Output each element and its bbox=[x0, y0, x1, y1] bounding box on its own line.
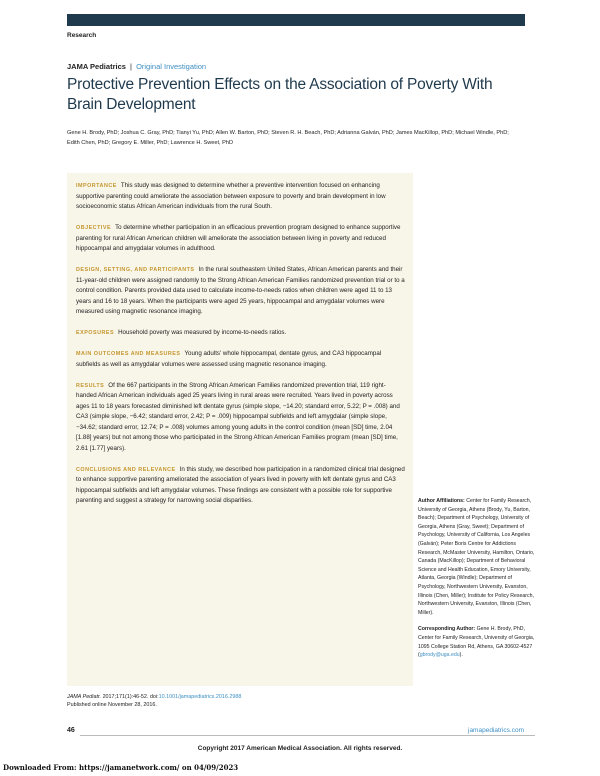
download-stamp: Downloaded From: https://jamanetwork.com/ on 04/09/2023 bbox=[3, 763, 239, 772]
affiliations-heading: Author Affiliations: bbox=[418, 498, 465, 504]
citation-block bbox=[67, 693, 407, 709]
corresponding-heading: Corresponding Author: bbox=[418, 626, 476, 633]
author-info-sidebar bbox=[418, 497, 536, 668]
abstract-results bbox=[76, 381, 405, 455]
journal-name: JAMA Pediatrics bbox=[67, 62, 126, 71]
abstract-heading: DESIGN, SETTING, AND PARTICIPANTS bbox=[76, 267, 195, 273]
abstract-text: Household poverty was measured by income-to-needs ratios. bbox=[118, 329, 287, 336]
journal-separator: | bbox=[130, 62, 132, 71]
abstract-text: Of the 667 participants in the Strong African American Families randomized prevention trial, 119 right-handed African American individuals aged 25 years living in rural areas were recruited. Years lived in poverty across ages 11 to 18 years forecasted diminished left dentate gyrus (simple slope, −14.20; standard error, 5.22; P = .008) and CA3 (simple slope, −6.42; standard error, 2.42; P = .009) hippocampal subfields and left amygdalar (simple slope, −34.62; standard error, 12.74; P = .008) volumes among young adults in the control condition (mean [SD] time, 2.04 [1.88] years) but not among those who participated in the Strong African American Families program (mean [SD] time, 2.61 [1.77] years). bbox=[76, 381, 400, 452]
abstract-text: This study was designed to determine whether a preventive intervention focused on enhancing supportive parenting could ameliorate the association between exposure to poverty and brain development in low socioeconomic status African American individuals from the rural South. bbox=[76, 182, 386, 210]
abstract-heading: OBJECTIVE bbox=[76, 225, 112, 231]
abstract-heading: EXPOSURES bbox=[76, 330, 115, 336]
journal-url-link[interactable]: jamapediatrics.com bbox=[468, 727, 524, 734]
abstract-heading: IMPORTANCE bbox=[76, 183, 117, 189]
footer-divider bbox=[80, 735, 535, 736]
affiliations-text: Center for Family Research, University of Georgia, Athens (Brody, Yu, Barton, Beach); Department of Psychology, University of Georgia, Athens (Gray, Sweet); Department of Psychology, University of California, Los Angeles (Galván); Peter Boris Centre for Addictions Research, McMaster University, Hamilton, Ontario, Canada (MacKillop); Department of Behavioral Science and Health Education, Emory University, Atlanta, Georgia (Windle); Department of Psychology, Northwestern University, Evanston, Illinois (Chen, Miller); Institute for Policy Research, Northwestern University, Evanston, Illinois (Chen, Miller). bbox=[418, 498, 535, 616]
article-title: Protective Prevention Effects on the Association of Poverty With Brain Development bbox=[67, 76, 493, 113]
abstract-text: In this study, we described how participation in a randomized clinical trial designed to enhance supportive parenting ameliorated the association of years lived in poverty with left dentate gyrus and CA3 hippocampal subfields and left amygdalar volumes. These findings are consistent with a possible role for supportive parenting and suggest a strategy for narrowing social disparities. bbox=[76, 465, 405, 504]
doi-link[interactable]: 10.1001/jamapediatrics.2016.2988 bbox=[158, 694, 242, 700]
abstract-design bbox=[76, 265, 405, 318]
page-number: 46 bbox=[67, 727, 75, 734]
abstract-text: Young adults' whole hippocampal, dentate gyrus, and CA3 hippocampal subfields as well as amygdalar volumes were assessed using magnetic resonance imaging. bbox=[76, 350, 382, 368]
published-date: Published online November 28, 2016. bbox=[67, 702, 157, 708]
corresponding-text: Gene H. Brody, PhD, Center for Family Research, University of Georgia, 1095 College Station Rd, Athens, GA 30602-4527 ( bbox=[418, 626, 535, 659]
author-affiliations bbox=[418, 497, 536, 617]
abstract-exposures bbox=[76, 328, 405, 339]
abstract-heading: CONCLUSIONS AND RELEVANCE bbox=[76, 466, 176, 473]
section-label: Research bbox=[67, 32, 97, 39]
abstract-objective bbox=[76, 223, 405, 255]
abstract-conclusions bbox=[76, 465, 405, 507]
corresponding-author bbox=[418, 625, 536, 659]
copyright-notice: Copyright 2017 American Medical Association. All rights reserved. bbox=[197, 745, 403, 752]
author-list: Gene H. Brody, PhD; Joshua C. Gray, PhD; Tianyi Yu, PhD; Allen W. Barton, PhD; Steven R. H. Beach, PhD; Adrianna Galván, PhD; James MacKillop, PhD; Michael Windle, PhD; Edith Chen, PhD; Gregory E. Miller, PhD; Lawrence H. Sweet, PhD bbox=[67, 130, 509, 146]
abstract-importance bbox=[76, 181, 405, 213]
article-category: Original Investigation bbox=[136, 62, 207, 71]
abstract-heading: MAIN OUTCOMES AND MEASURES bbox=[76, 351, 181, 357]
citation-ref: 2017;171(1):46-52. doi: bbox=[102, 694, 159, 700]
header-bar bbox=[67, 14, 525, 26]
abstract-heading: RESULTS bbox=[76, 382, 105, 389]
journal-line bbox=[67, 62, 206, 71]
abstract-box bbox=[67, 173, 413, 686]
corresponding-email-link[interactable]: gbrody@uga.edu bbox=[419, 652, 460, 659]
abstract-outcomes bbox=[76, 349, 405, 370]
citation-journal: JAMA Pediatr. bbox=[67, 694, 102, 700]
corresponding-close: ). bbox=[459, 652, 463, 659]
citation-line bbox=[67, 693, 407, 701]
abstract-text: In the rural southeastern United States, African American parents and their 11-year-old children were assigned randomly to the Strong African American Families randomized prevention trial or to a control condition. Parents provided data used to calculate income-to-needs ratios when children were aged 11 to 13 years and 16 to 18 years. When the participants were aged 25 years, hippocampal and amygdalar volumes were measured using magnetic resonance imaging. bbox=[76, 266, 405, 315]
abstract-text: To determine whether participation in an efficacious prevention program designed to enhance supportive parenting for rural African American children will ameliorate the association between living in poverty and reduced hippocampal and amygdalar volumes in adulthood. bbox=[76, 224, 401, 252]
